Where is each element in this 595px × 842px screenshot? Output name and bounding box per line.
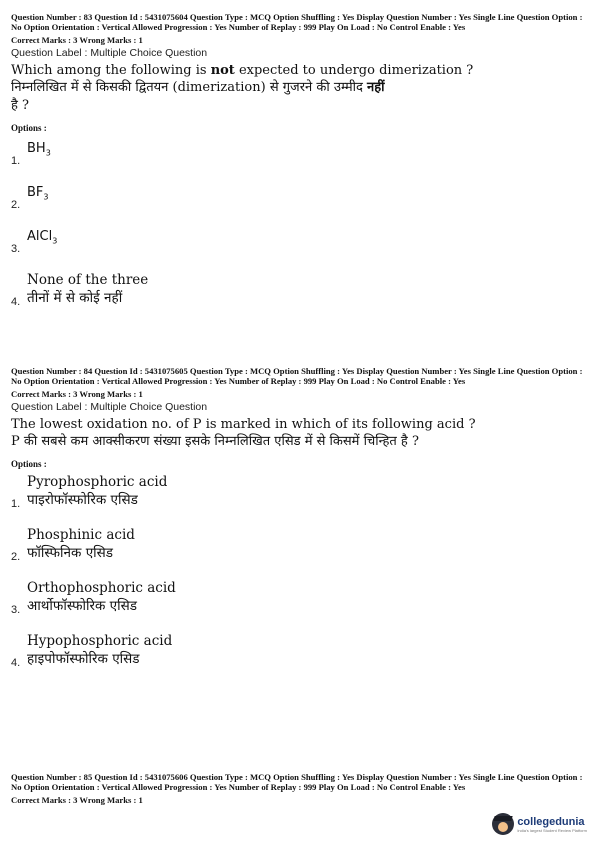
- option-2[interactable]: [11, 181, 585, 211]
- option-number: 2.: [11, 551, 21, 563]
- graduation-cap-icon: [492, 813, 514, 835]
- options-heading: Options :: [11, 459, 47, 469]
- option-number: 4.: [11, 296, 21, 308]
- option-text-en: Pyrophosphoric acid: [27, 474, 168, 490]
- option-formula: $BH_3$: [27, 141, 51, 158]
- logo-tagline: India's largest Student Review Platform: [517, 827, 587, 833]
- option-text-hi: फॉस्फिनिक एसिड: [27, 545, 114, 561]
- question-meta: Question Number : 85 Question Id : 5431075606 Question Type : MCQ Option Shuffling : Yes Display Question Number : Yes Single Line Question Option : No Option Orientation : Vertical Allowed Progression : Yes Number of Replay : 999 Play On Load : No Control Enable : Yes: [11, 772, 583, 792]
- option-text-hi: आर्थोफॉस्फोरिक एसिड: [27, 598, 137, 614]
- question-marks: Correct Marks : 3 Wrong Marks : 1: [11, 35, 143, 45]
- option-number: 3.: [11, 243, 21, 255]
- question-84: [11, 366, 585, 669]
- option-number: 3.: [11, 604, 21, 616]
- option-text-hi: पाइरोफॉस्फोरिक एसिड: [27, 492, 138, 508]
- collegedunia-logo: [492, 810, 587, 838]
- question-meta: Question Number : 84 Question Id : 5431075605 Question Type : MCQ Option Shuffling : Yes Display Question Number : Yes Single Line Question Option : No Option Orientation : Vertical Allowed Progression : Yes Number of Replay : 999 Play On Load : No Control Enable : Yes: [11, 366, 583, 386]
- option-formula: AlCl$_3$: [27, 229, 58, 246]
- question-text-en: The lowest oxidation no. of P is marked in which of its following acid ?: [11, 417, 476, 432]
- option-4[interactable]: [11, 632, 585, 669]
- options-heading: Options :: [11, 123, 47, 133]
- option-number: 1.: [11, 498, 21, 510]
- option-2[interactable]: [11, 526, 585, 563]
- question-marks: Correct Marks : 3 Wrong Marks : 1: [11, 389, 143, 399]
- question-label: Question Label : Multiple Choice Question: [11, 401, 208, 413]
- question-text-en: Which among the following is not expected to undergo dimerization ?: [11, 63, 474, 78]
- option-4[interactable]: [11, 271, 585, 308]
- question-85: [11, 772, 585, 805]
- option-text-en: Phosphinic acid: [27, 527, 135, 543]
- question-text-hi: P की सबसे कम आक्सीकरण संख्या इसके निम्नलिखित एसिड में से किसमें चिन्हित है ?: [11, 434, 419, 449]
- option-text-hi: हाइपोफॉस्फोरिक एसिड: [27, 651, 140, 667]
- option-text-en: Hypophosphoric acid: [27, 633, 173, 649]
- question-meta: Question Number : 83 Question Id : 5431075604 Question Type : MCQ Option Shuffling : Yes Display Question Number : Yes Single Line Question Option : No Option Orientation : Vertical Allowed Progression : Yes Number of Replay : 999 Play On Load : No Control Enable : Yes: [11, 12, 583, 32]
- logo-name: collegedunia: [517, 815, 585, 828]
- option-1[interactable]: [11, 473, 585, 510]
- option-number: 2.: [11, 199, 21, 211]
- question-text-hi: निम्नलिखित में से किसकी द्वितयन (dimerization) से गुजरने की उम्मीद नहीं है ?: [11, 80, 385, 113]
- option-3[interactable]: [11, 225, 585, 255]
- option-formula: $BF_3$: [27, 185, 49, 202]
- option-number: 4.: [11, 657, 21, 669]
- question-paper-page: [11, 12, 585, 805]
- option-text-en: Orthophosphoric acid: [27, 580, 176, 596]
- option-number: 1.: [11, 155, 21, 167]
- question-label: Question Label : Multiple Choice Question: [11, 47, 208, 59]
- option-text-en: None of the three: [27, 272, 149, 288]
- option-text-hi: तीनों में से कोई नहीं: [27, 290, 123, 306]
- question-marks: Correct Marks : 3 Wrong Marks : 1: [11, 795, 143, 805]
- option-1[interactable]: [11, 137, 585, 167]
- question-83: [11, 12, 585, 352]
- option-3[interactable]: [11, 579, 585, 616]
